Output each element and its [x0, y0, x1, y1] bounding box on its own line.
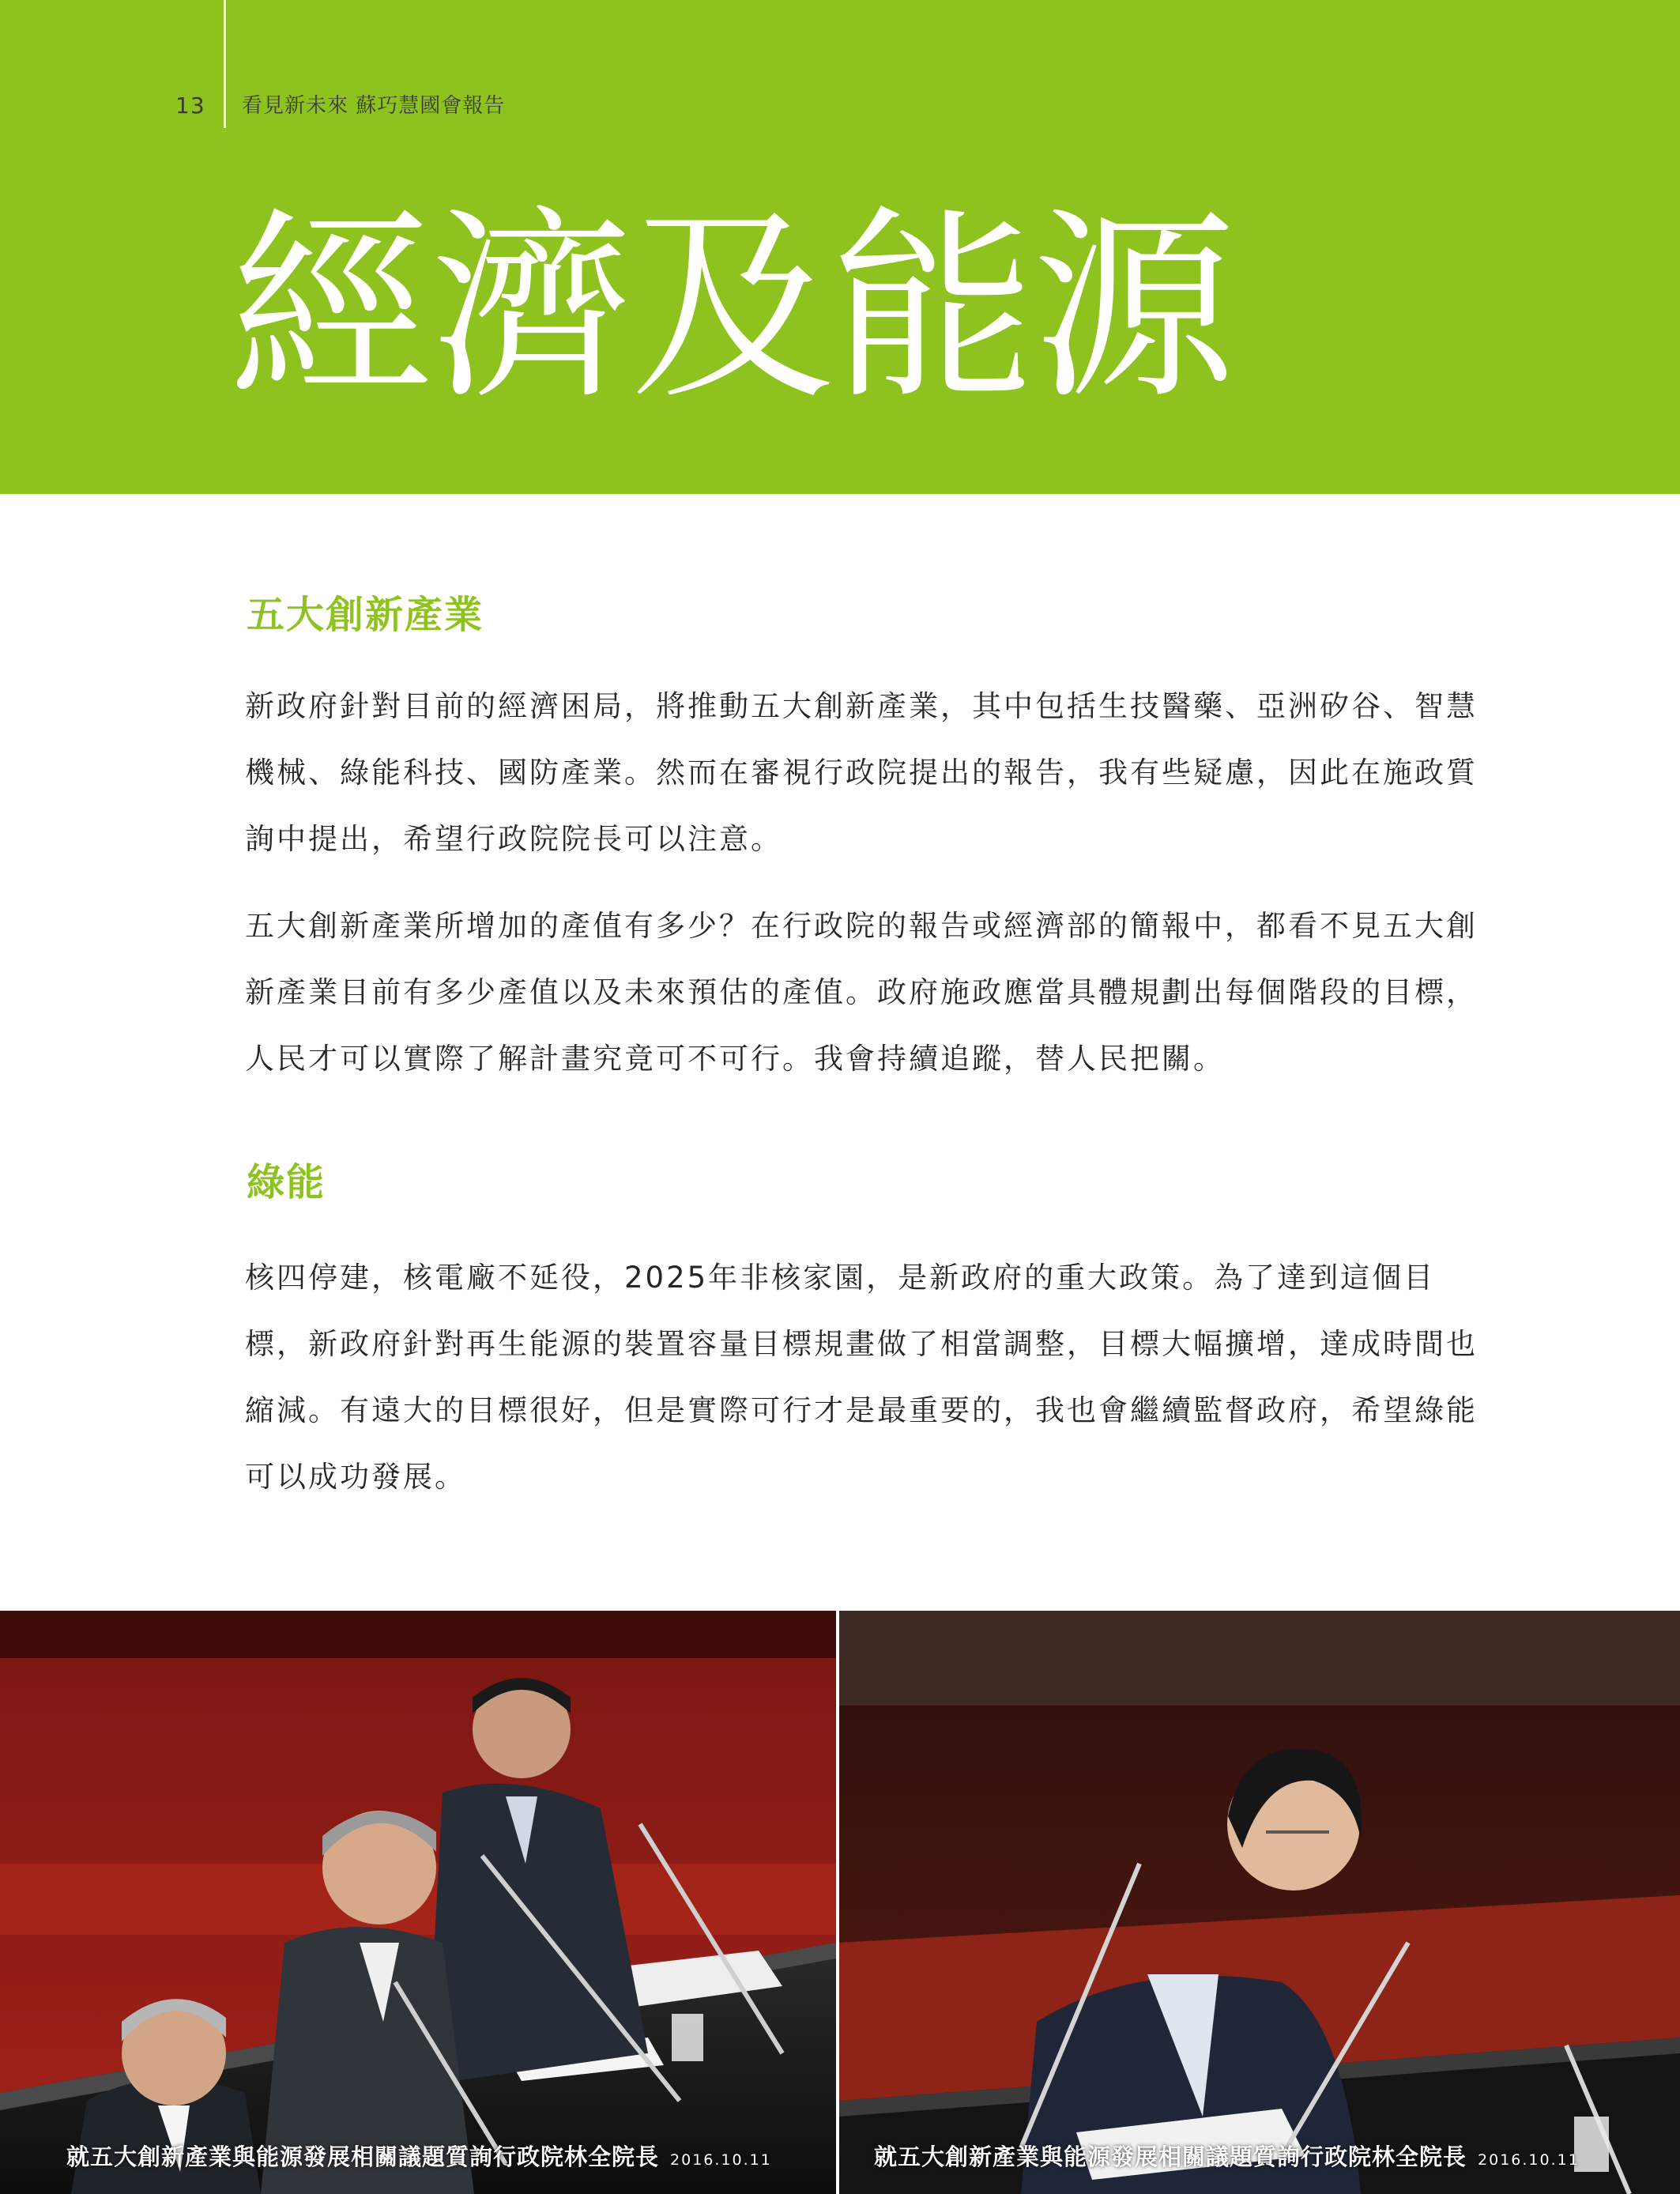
section-heading-green-energy: 綠能 [247, 1160, 326, 1204]
paragraph: 核四停建，核電廠不延役，2025年非核家園，是新政府的重大政策。為了達到這個目標，新政府針對再生能源的裝置容量目標規畫做了相當調整，目標大幅擴增，達成時間也縮減。有遠大的目標很好，但是實際可行才是最重要的，我也會繼續監督政府，希望綠能可以成功發展。 [245, 1261, 1478, 1494]
photo-caption-date: 2016.10.11 [1478, 2151, 1580, 2169]
paragraph: 五大創新產業所增加的產值有多少？在行政院的報告或經濟部的簡報中，都看不見五大創新產業目前有多少產值以及未來預估的產值。政府施政應當具體規劃出每個階段的目標，人民才可以實際了解計畫究竟可不可行。我會持續追蹤，替人民把關。 [245, 909, 1478, 1076]
header-divider [224, 0, 226, 128]
photo-officials-image [0, 1611, 836, 2194]
photo-caption-date: 2016.10.11 [670, 2151, 772, 2169]
photo-caption-text: 就五大創新產業與能源發展相關議題質詢行政院林全院長 [66, 2143, 660, 2170]
paragraph: 新政府針對目前的經濟困局，將推動五大創新產業，其中包括生技醫藥、亞洲矽谷、智慧機械、綠能科技、國防產業。然而在審視行政院提出的報告，我有些疑慮，因此在施政質詢中提出，希望行政院院長可以注意。 [245, 689, 1478, 856]
chapter-header-band [0, 0, 1680, 494]
photo-legislator-questioning [839, 1611, 1680, 2194]
section-heading-innovation-industries: 五大創新產業 [247, 593, 484, 637]
photo-legislator-image [839, 1611, 1680, 2194]
photo-caption [66, 2139, 772, 2172]
photo-caption-text: 就五大創新產業與能源發展相關議題質詢行政院林全院長 [874, 2143, 1467, 2170]
running-title: 看見新未來 蘇巧慧國會報告 [242, 94, 506, 118]
photo-officials-at-podium [0, 1611, 836, 2194]
chapter-title: 經濟及能源 [229, 190, 1233, 427]
photo-caption [874, 2139, 1580, 2172]
page-number: 13 [175, 92, 205, 119]
